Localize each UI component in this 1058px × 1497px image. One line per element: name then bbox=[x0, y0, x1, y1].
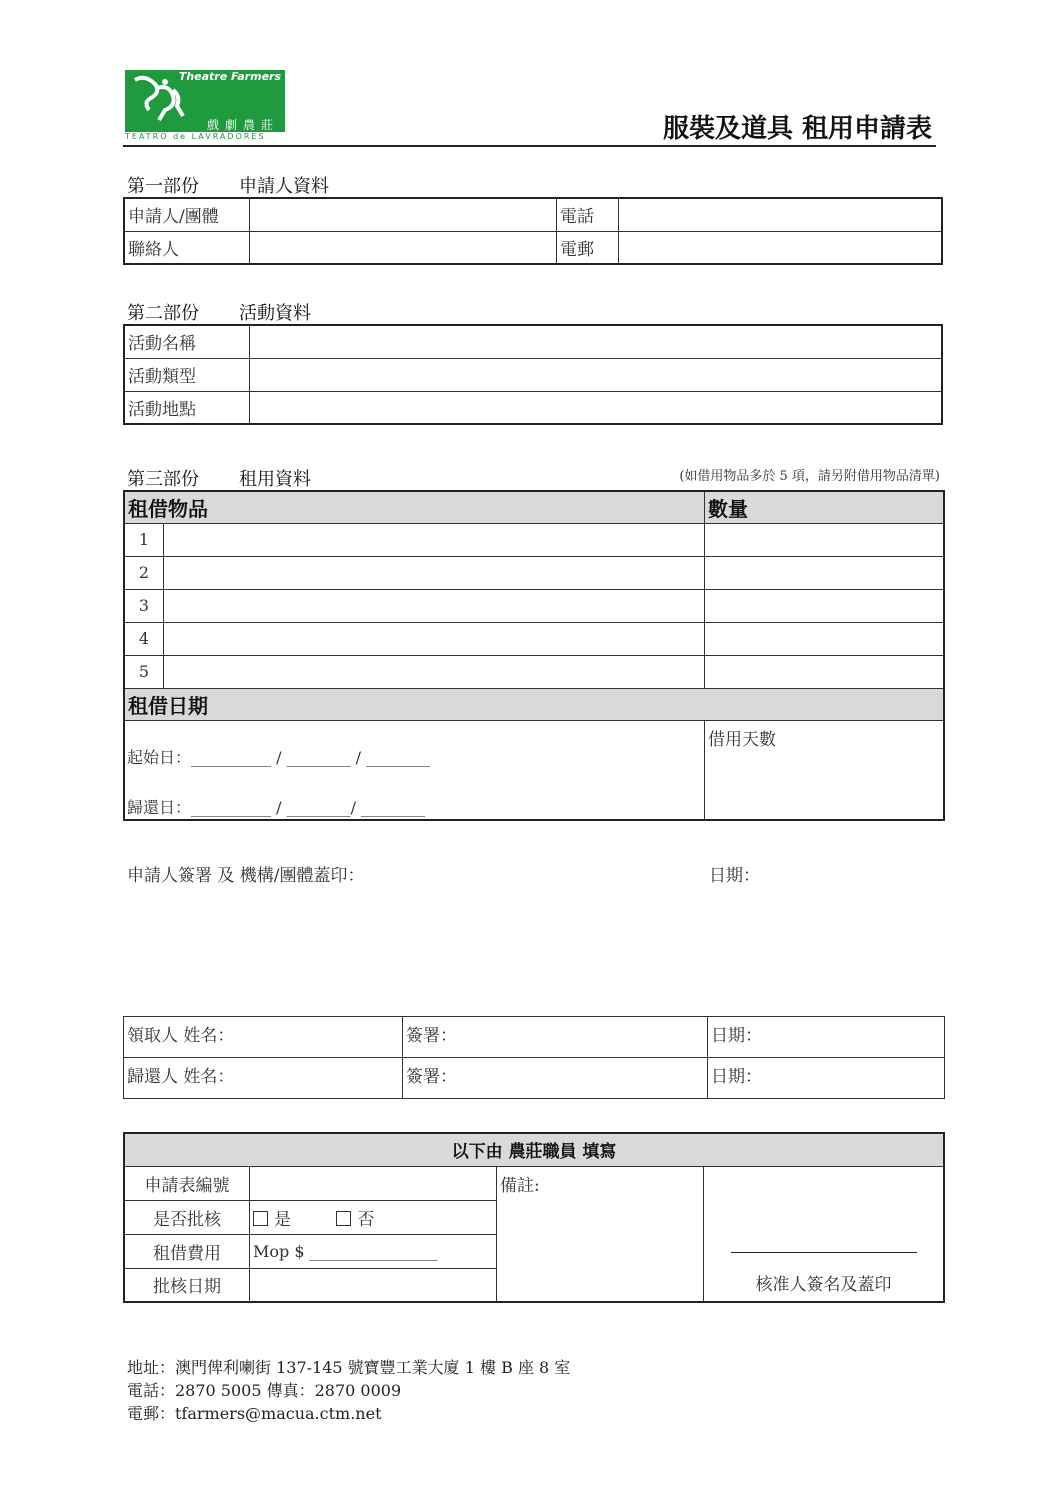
items-header: 租借物品 bbox=[124, 491, 705, 523]
phone-field[interactable] bbox=[619, 198, 943, 231]
item-field[interactable] bbox=[164, 523, 705, 556]
logo bbox=[125, 70, 285, 140]
activity-type-label: 活動類型 bbox=[124, 358, 250, 391]
section1-number: 第一部份 bbox=[127, 176, 199, 197]
yes-label: 是 bbox=[274, 1209, 291, 1230]
logo-top-text: Theatre Farmers bbox=[178, 70, 281, 83]
item-field[interactable] bbox=[164, 655, 705, 688]
qty-field[interactable] bbox=[705, 523, 945, 556]
approve-date-field[interactable] bbox=[250, 1268, 497, 1302]
pickup-date[interactable]: 日期： bbox=[708, 1017, 945, 1058]
pickup-table bbox=[123, 1016, 945, 1099]
applicant-table bbox=[123, 197, 943, 265]
return-sign[interactable]: 簽署： bbox=[403, 1058, 708, 1099]
rental-days-label: 借用天數 bbox=[708, 729, 776, 750]
form-no-field[interactable] bbox=[250, 1166, 497, 1200]
logo-bottom-text: TEATRO de LAVRADORES bbox=[125, 132, 266, 141]
item-number: 2 bbox=[124, 556, 164, 589]
section1-heading bbox=[127, 172, 329, 198]
approver-label: 核准人簽名及蓋印 bbox=[755, 1275, 892, 1295]
applicant-signature-label: 申請人簽署 及 機構/團體蓋印： bbox=[127, 866, 365, 886]
section2-label: 活動資料 bbox=[239, 303, 311, 324]
item-field[interactable] bbox=[164, 589, 705, 622]
footer bbox=[127, 1356, 570, 1425]
return-date[interactable]: 日期： bbox=[708, 1058, 945, 1099]
start-date-field[interactable]: 起始日：__________ / ________ / ________ bbox=[127, 747, 431, 767]
contact-field[interactable] bbox=[250, 231, 557, 264]
no-checkbox[interactable] bbox=[336, 1211, 351, 1226]
fee-label: 租借費用 bbox=[124, 1234, 250, 1268]
logo-cn-text: 戲劇農莊 bbox=[206, 118, 279, 132]
section2-heading bbox=[127, 299, 311, 325]
footer-address: 地址：澳門俾利喇街 137-145 號寶豐工業大廈 1 樓 B 座 8 室 bbox=[127, 1358, 571, 1377]
logo-mark bbox=[125, 70, 285, 132]
section3-heading bbox=[127, 465, 311, 491]
qty-field[interactable] bbox=[705, 589, 945, 622]
dates-cell bbox=[124, 720, 705, 820]
signature-date-label: 日期： bbox=[709, 866, 760, 886]
qty-field[interactable] bbox=[705, 655, 945, 688]
item-field[interactable] bbox=[164, 556, 705, 589]
return-name[interactable]: 歸還人 姓名： bbox=[124, 1058, 403, 1099]
qty-header: 數量 bbox=[705, 491, 945, 523]
rental-table bbox=[123, 490, 945, 821]
no-label: 否 bbox=[357, 1209, 375, 1230]
section1-label: 申請人資料 bbox=[239, 176, 329, 197]
form-no-label: 申請表編號 bbox=[124, 1166, 250, 1200]
section2-number: 第二部份 bbox=[127, 303, 199, 324]
activity-type-field[interactable] bbox=[250, 358, 943, 391]
rental-days-cell[interactable] bbox=[705, 720, 945, 820]
approver-cell[interactable] bbox=[704, 1166, 945, 1302]
footer-email: 電郵：tfarmers@macua.ctm.net bbox=[127, 1404, 382, 1423]
section3-number: 第三部份 bbox=[127, 469, 199, 490]
activity-name-field[interactable] bbox=[250, 325, 943, 358]
staff-header: 以下由 農莊職員 填寫 bbox=[124, 1133, 944, 1166]
email-label: 電郵 bbox=[557, 231, 619, 264]
item-number: 5 bbox=[124, 655, 164, 688]
activity-name-label: 活動名稱 bbox=[124, 325, 250, 358]
section3-label: 租用資料 bbox=[239, 469, 311, 490]
fee-field[interactable]: Mop $ ________________ bbox=[250, 1234, 497, 1268]
title-divider bbox=[123, 145, 936, 147]
approver-signature-line bbox=[731, 1252, 917, 1253]
activity-venue-field[interactable] bbox=[250, 391, 943, 424]
approved-options bbox=[250, 1200, 497, 1234]
applicant-label: 申請人/團體 bbox=[124, 198, 250, 231]
approved-label: 是否批核 bbox=[124, 1200, 250, 1234]
item-number: 4 bbox=[124, 622, 164, 655]
email-field[interactable] bbox=[619, 231, 943, 264]
pickup-sign[interactable]: 簽署： bbox=[403, 1017, 708, 1058]
activity-venue-label: 活動地點 bbox=[124, 391, 250, 424]
contact-label: 聯絡人 bbox=[124, 231, 250, 264]
item-field[interactable] bbox=[164, 622, 705, 655]
phone-label: 電話 bbox=[557, 198, 619, 231]
applicant-field[interactable] bbox=[250, 198, 557, 231]
remarks-label: 備註: bbox=[500, 1175, 540, 1196]
item-number: 3 bbox=[124, 589, 164, 622]
section3-note: (如借用物品多於 5 項，請另附借用物品清單) bbox=[679, 469, 940, 484]
qty-field[interactable] bbox=[705, 622, 945, 655]
qty-field[interactable] bbox=[705, 556, 945, 589]
page-title: 服裝及道具 租用申請表 bbox=[662, 114, 932, 144]
yes-checkbox[interactable] bbox=[253, 1211, 268, 1226]
approve-date-label: 批核日期 bbox=[124, 1268, 250, 1302]
activity-table bbox=[123, 324, 943, 425]
remarks-cell[interactable] bbox=[497, 1166, 704, 1302]
item-number: 1 bbox=[124, 523, 164, 556]
return-date-field[interactable]: 歸還日：__________ / ________/ ________ bbox=[127, 797, 426, 817]
footer-phone: 電話：2870 5005 傳真：2870 0009 bbox=[127, 1381, 402, 1400]
pickup-name[interactable]: 領取人 姓名： bbox=[124, 1017, 403, 1058]
dates-header: 租借日期 bbox=[124, 688, 944, 720]
staff-table bbox=[123, 1132, 945, 1303]
